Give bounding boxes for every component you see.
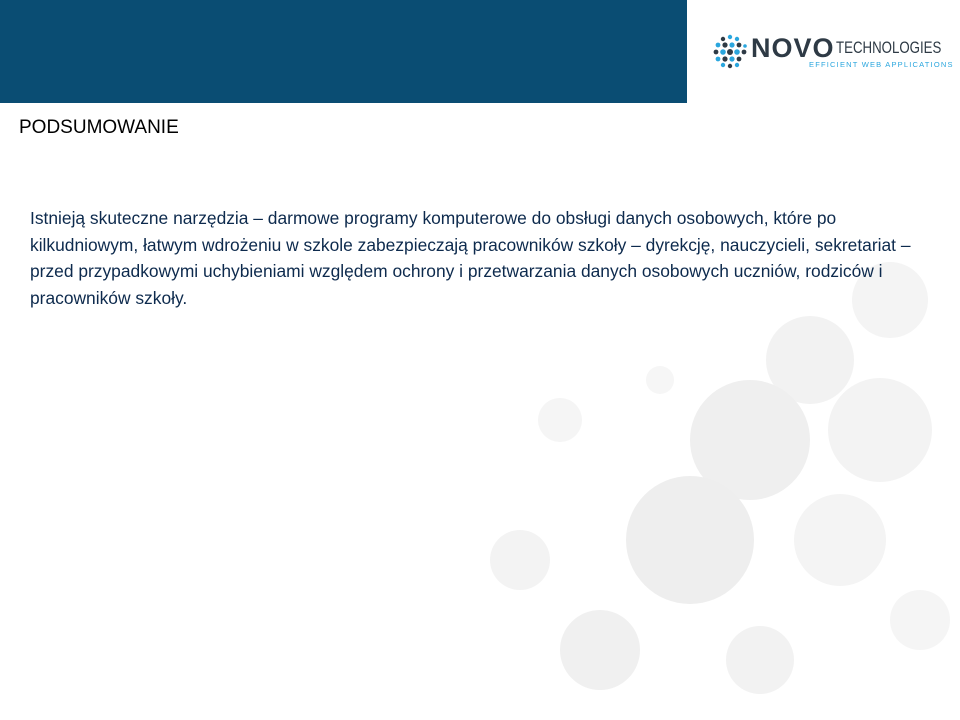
novo-technologies-logo — [711, 32, 954, 74]
logo-tagline: EFFICIENT WEB APPLICATIONS — [809, 60, 954, 69]
logo-wordmark — [751, 34, 960, 62]
slide-title: PODSUMOWANIE — [19, 117, 179, 138]
slide-paragraph: Istnieją skuteczne narzędzia – darmowe programy komputerowe do obsługi danych osobowych, które po kilkudniowym, łatwym wdrożeniu w szkole zabezpieczają pracowników szkoły – dyrekcję, nauczycieli, sekretariat – przed przypadkowymi uchybieniami względem ochrony i przetwarzania danych osobowych uczniów, rodziców i pracowników szkoły. — [30, 208, 911, 308]
logo-dots-icon — [711, 32, 749, 72]
logo-text-main: NOVO — [751, 33, 835, 63]
logo-text-secondary: TECHNOLOGIES — [835, 38, 941, 57]
